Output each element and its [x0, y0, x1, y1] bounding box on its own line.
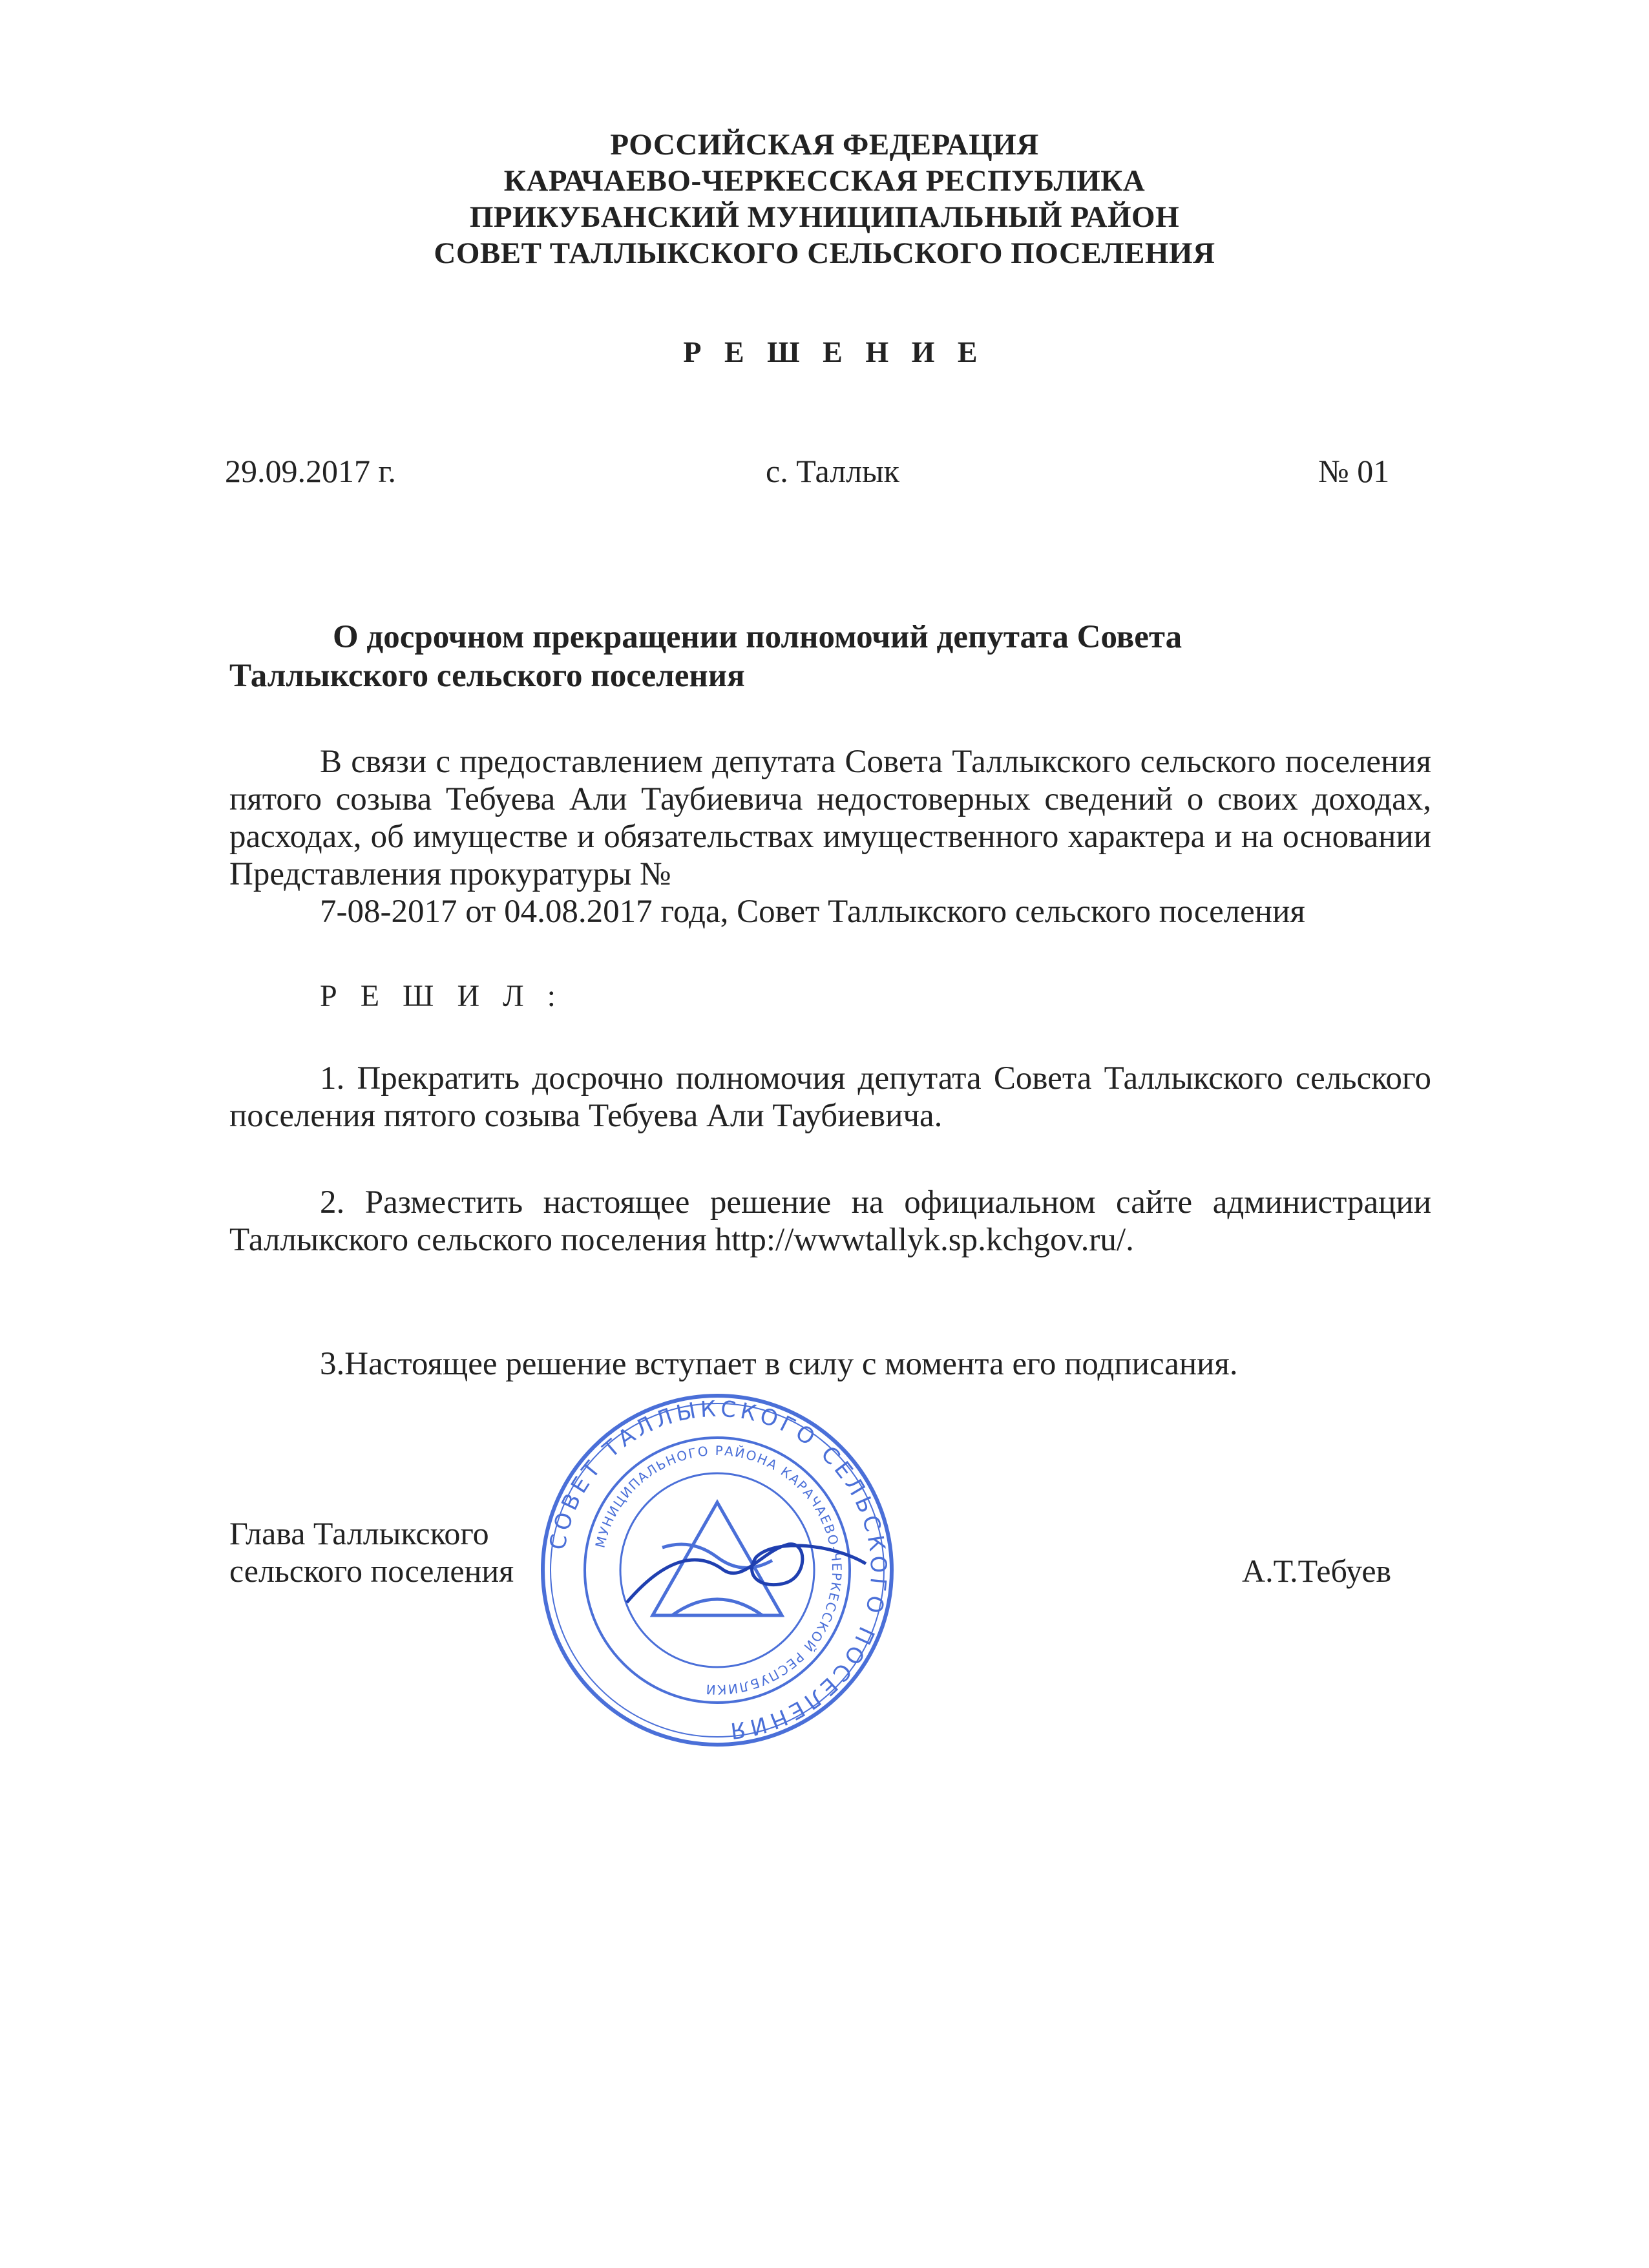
header-council: СОВЕТ ТАЛЛЫКСКОГО СЕЛЬСКОГО ПОСЕЛЕНИЯ	[434, 236, 1215, 270]
seal-inner-text: МУНИЦИПАЛЬНОГО РАЙОНА КАРАЧАЕВО-ЧЕРКЕССКОЙ РЕСПУБЛИКИ	[592, 1442, 845, 1698]
decision-item-2: 2. Разместить настоящее решение на официальном сайте администрации Таллыкского сельского поселения http://wwwtallyk.sp.kchgov.ru/.	[229, 1184, 1431, 1258]
document-title	[229, 618, 1418, 695]
official-seal	[530, 1389, 905, 1751]
title-line-2: Таллыкского сельского поселения	[229, 658, 745, 694]
document-type: Р Е Ш Е Н И Е	[683, 335, 985, 368]
document-header	[0, 127, 1649, 271]
signatory-name: А.Т.Тебуев	[1242, 1553, 1392, 1589]
header-district: ПРИКУБАНСКИЙ МУНИЦИПАЛЬНЫЙ РАЙОН	[469, 200, 1180, 234]
intro-text: В связи с предоставлением депутата Совета Таллыкского сельского поселения пятого созыва Тебуева Али Таубиевича недостоверных сведений о своих доходах, расходах, об имуществе и обязательствах имущественного характера и на основании Представления прокуратуры №	[229, 744, 1431, 892]
document-number: № 01	[1318, 453, 1390, 489]
seal-inner-ring	[585, 1438, 850, 1703]
decision-item-3: 3.Настоящее решение вступает в силу с момента его подписания.	[320, 1346, 1238, 1382]
document-place: с. Таллык	[766, 453, 899, 489]
decided-heading: Р Е Ш И Л :	[320, 979, 563, 1013]
signatory-position	[229, 1515, 514, 1590]
seal-outer-text: СОВЕТ ТАЛЛЫКСКОГО СЕЛЬСКОГО ПОСЕЛЕНИЯ	[544, 1396, 892, 1744]
header-country: РОССИЙСКАЯ ФЕДЕРАЦИЯ	[610, 128, 1039, 162]
intro-last-line: 7-08-2017 от 04.08.2017 года, Совет Таллыкского сельского поселения	[320, 894, 1305, 930]
signatory-position-line-2: сельского поселения	[229, 1553, 514, 1589]
intro-paragraph	[229, 743, 1431, 930]
decision-item-1: 1. Прекратить досрочно полномочия депутата Совета Таллыкского сельского поселения пятого созыва Тебуева Али Таубиевича.	[229, 1060, 1431, 1134]
header-republic: КАРАЧАЕВО-ЧЕРКЕССКАЯ РЕСПУБЛИКА	[503, 164, 1146, 198]
document-date: 29.09.2017 г.	[225, 453, 396, 489]
title-line-1: О досрочном прекращении полномочий депутата Совета	[333, 619, 1182, 655]
signatory-position-line-1: Глава Таллыкского	[229, 1515, 489, 1551]
